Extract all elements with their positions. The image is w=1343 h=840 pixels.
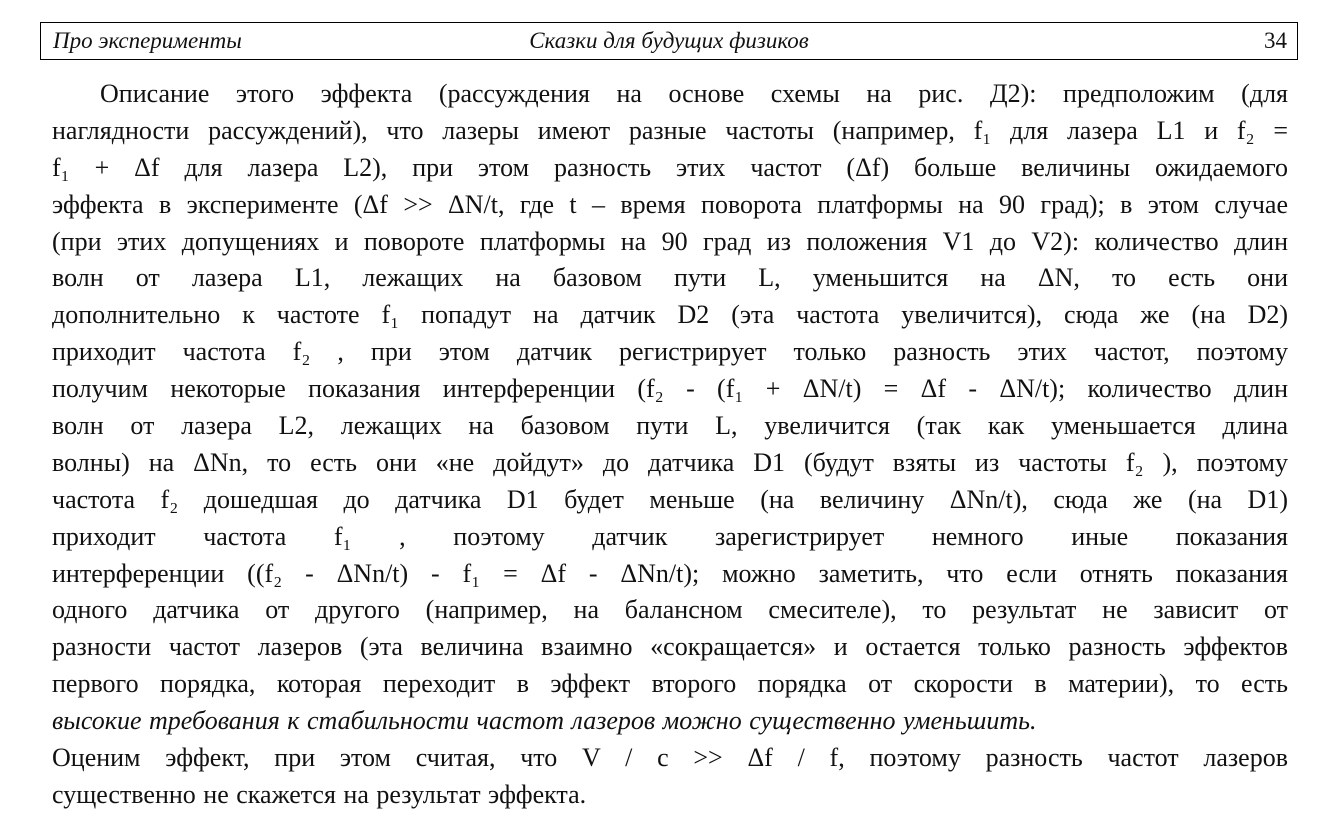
paragraph-line: волн от лазера L1, лежащих на базовом пути L, уменьшится на ΔN, то есть они — [52, 263, 1288, 293]
paragraph-line: частота f₂ дошедшая до датчика D1 будет меньше (на величину ΔNn/t), сюда же (на D1) — [52, 484, 1288, 514]
paragraph-line: (при этих допущениях и повороте платформы на 90 град из положения V1 до V2): количество длин — [52, 226, 1288, 256]
paragraph-line: Описание этого эффекта (рассуждения на основе схемы на рис. Д2): предположим (для — [100, 79, 1288, 108]
paragraph-line: дополнительно к частоте f₁ попадут на датчик D2 (эта частота увеличится), сюда же (на D2) — [52, 300, 1288, 330]
paragraph-line: приходит частота f₂ , при этом датчик регистрирует только разность этих частот, поэтому — [52, 337, 1288, 367]
paragraph-line: f₁ + Δf для лазера L2), при этом разность этих частот (Δf) больше величины ожидаемого — [52, 152, 1288, 182]
header-section-title: Про эксперименты — [53, 28, 242, 53]
paragraph-line: разности частот лазеров (эта величина взаимно «сокращается» и остается только разность эффектов — [52, 632, 1288, 662]
paragraph-line: интерференции ((f₂ - ΔNn/t) - f₁ = Δf - ΔNn/t); можно заметить, что если отнять показания — [52, 558, 1288, 588]
paragraph-line: первого порядка, которая переходит в эффект второго порядка от скорости в материи), то есть — [52, 669, 1288, 699]
paragraph-line: Оценим эффект, при этом считая, что V / c >> Δf / f, поэтому разность частот лазеров — [52, 743, 1288, 773]
header-page-number: 34 — [1264, 28, 1287, 53]
paragraph-line: приходит частота f₁ , поэтому датчик зарегистрирует немного иные показания — [52, 521, 1288, 551]
header-book-title: Сказки для будущих физиков — [529, 28, 809, 53]
paragraph-line: эффекта в эксперименте (Δf >> ΔN/t, где t – время поворота платформы на 90 град); в этом случае — [52, 189, 1288, 219]
page-body — [52, 76, 1288, 814]
paragraph-line: волн от лазера L2, лежащих на базовом пути L, увеличится (так как уменьшается длина — [52, 411, 1288, 441]
running-header — [40, 22, 1298, 60]
paragraph-line: получим некоторые показания интерференции (f₂ - (f₁ + ΔN/t) = Δf - ΔN/t); количество длин — [52, 374, 1288, 404]
paragraph-line: волны) на ΔNn, то есть они «не дойдут» до датчика D1 (будут взяты из частоты f₂ ), поэтому — [52, 447, 1288, 477]
paragraph-line-emphasis: высокие требования к стабильности частот лазеров можно существенно уменьшить. — [52, 706, 1037, 736]
paragraph-line: существенно не скажется на результат эффекта. — [52, 779, 587, 809]
paragraph-line: наглядности рассуждений), что лазеры имеют разные частоты (например, f₁ для лазера L1 и f₂ = — [52, 115, 1288, 145]
paragraph-line: одного датчика от другого (например, на балансном смесителе), то результат не зависит от — [52, 595, 1288, 625]
